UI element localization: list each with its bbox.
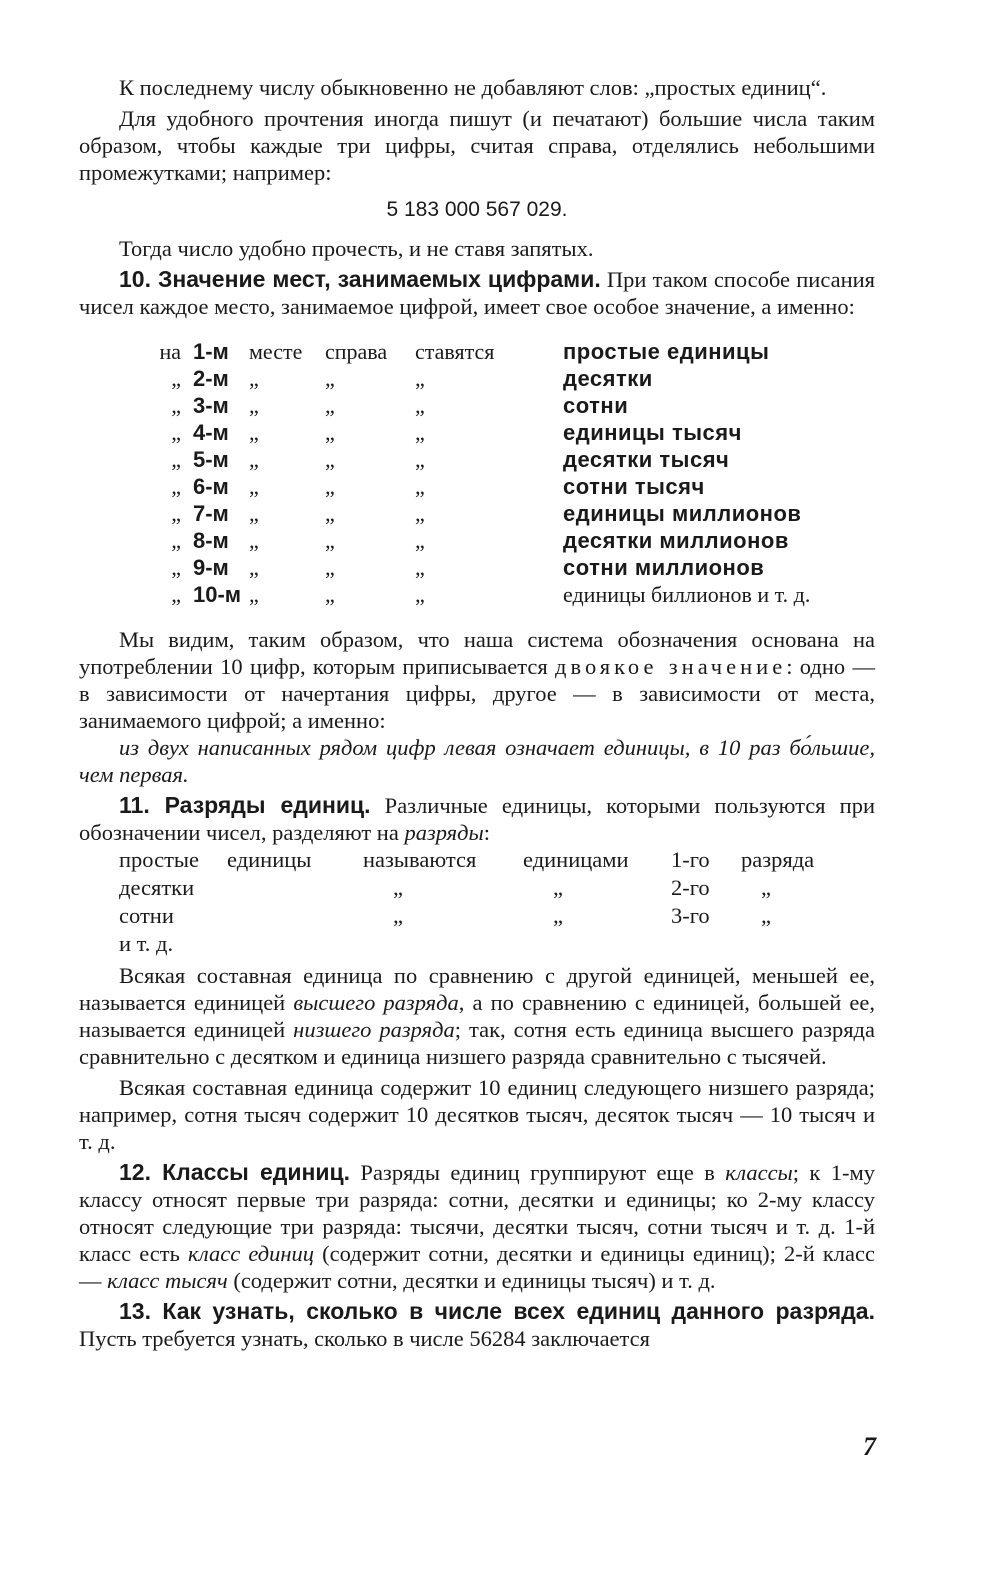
- ditto-mark: „: [415, 393, 425, 418]
- paragraph-higher-lower: [79, 962, 875, 1070]
- places-number: 6-м: [193, 474, 229, 499]
- ditto-mark: „: [249, 393, 259, 418]
- places-row: [141, 581, 810, 608]
- ditto-mark: „: [325, 528, 335, 553]
- places-number: 9-м: [193, 555, 229, 580]
- places-number: 8-м: [193, 528, 229, 553]
- ditto-mark: „: [325, 420, 335, 445]
- paragraph-double-meaning: [79, 626, 875, 734]
- ditto-mark: „: [415, 474, 425, 499]
- ditto-mark: „: [415, 528, 425, 553]
- italic-term: класс единиц: [187, 1241, 315, 1266]
- places-number: 7-м: [193, 501, 229, 526]
- ditto-mark: „: [415, 501, 425, 526]
- italic-term: разряды: [404, 820, 484, 845]
- places-number: 10-м: [193, 582, 242, 607]
- places-table: [141, 338, 810, 608]
- places-row: [141, 446, 810, 473]
- paragraph-no-commas: Тогда число удобно прочесть, и не ставя запятых.: [119, 236, 594, 261]
- places-row: [141, 338, 810, 365]
- paragraph-last-number: К последнему числу обыкновенно не добавляют слов: „простых единиц“.: [119, 75, 827, 100]
- ranks-row: [119, 874, 814, 902]
- ditto-mark: „: [325, 582, 335, 607]
- places-row: [141, 365, 810, 392]
- text-span: :: [483, 820, 491, 845]
- places-row: [141, 554, 810, 581]
- places-number: 2-м: [193, 366, 229, 391]
- section-13-heading: 13. Как узнать, сколько в числе всех единиц данного разряда.: [119, 1298, 875, 1324]
- rank-word: единицами: [523, 847, 629, 872]
- section-10-heading: 10. Значение мест, занимаемых цифрами.: [119, 266, 601, 292]
- ranks-etc: и т. д.: [119, 931, 174, 956]
- places-row: [141, 473, 810, 500]
- text-span: Мы видим, таким образом, что наша система обозначения основана на употреблении 10 цифр, которым приписывается: [79, 627, 875, 679]
- places-unit: десятки тысяч: [563, 447, 730, 472]
- rank-order: 3-го: [671, 903, 710, 928]
- text-span: Пусть требуется узнать, сколько в числе 56284 заключается: [79, 1326, 650, 1351]
- ditto-mark: „: [415, 582, 425, 607]
- places-unit: сотни миллионов: [563, 555, 765, 580]
- ditto-mark: „: [171, 474, 181, 499]
- places-unit: сотни тысяч: [563, 474, 705, 499]
- places-unit: единицы биллионов: [563, 582, 752, 607]
- ditto-mark: „: [325, 393, 335, 418]
- page-body: [79, 74, 875, 1352]
- ditto-mark: „: [249, 447, 259, 472]
- ditto-mark: „: [325, 366, 335, 391]
- rank-word: разряда: [741, 847, 815, 872]
- places-unit: десятки: [563, 366, 653, 391]
- italic-term: низшего разряда: [293, 1017, 455, 1042]
- ranks-row: [119, 930, 814, 958]
- text-span: Разряды единиц группируют еще в: [350, 1160, 726, 1185]
- ranks-table: [119, 846, 814, 958]
- text-span: (содержит сотни, десятки и единицы единиц); 2-й класс —: [79, 1241, 875, 1293]
- text-span: (содержит сотни, десятки и единицы тысяч) и т. д.: [227, 1268, 716, 1293]
- rule-statement: из двух написанных рядом цифр левая означает единицы, в 10 раз бо́льшие, чем первая.: [79, 735, 875, 787]
- places-word-mesto: месте: [249, 339, 303, 364]
- ditto-mark: „: [171, 555, 181, 580]
- places-unit: единицы миллионов: [563, 501, 802, 526]
- ditto-mark: „: [249, 474, 259, 499]
- places-last-cell: [563, 581, 810, 608]
- ditto-mark: „: [249, 420, 259, 445]
- places-unit: простые единицы: [563, 339, 770, 364]
- places-etc: и т. д.: [751, 582, 811, 607]
- ditto-mark: „: [171, 582, 181, 607]
- rank-word: единицы: [227, 847, 312, 872]
- places-row: [141, 500, 810, 527]
- ditto-mark: „: [171, 501, 181, 526]
- places-word-stavyatsya: ставятся: [415, 339, 495, 364]
- ranks-row: [119, 846, 814, 874]
- page-number: 7: [863, 1432, 876, 1461]
- section-10-text: При таком способе писания чисел каждое место, занимаемое цифрой, имеет свое особое значение, а именно:: [79, 267, 875, 319]
- ditto-mark: „: [393, 903, 403, 928]
- places-row: [141, 527, 810, 554]
- ditto-mark: „: [761, 875, 771, 900]
- ditto-mark: „: [415, 366, 425, 391]
- text-span: ; к 1-му классу относят первые три разряда: сотни, десятки и единицы; ко 2-му классу относят следующие три разряда: тысячи, десятки тысяч, сотни тысяч и т. д. 1-й класс есть: [79, 1160, 875, 1266]
- ditto-mark: „: [761, 903, 771, 928]
- text-span: , а по сравнению с единицей, большей ее, называется единицей: [79, 990, 875, 1042]
- example-number: 5 183 000 567 029.: [386, 198, 568, 221]
- places-number: 1-м: [193, 339, 229, 364]
- ditto-mark: „: [393, 875, 403, 900]
- places-row: [141, 392, 810, 419]
- places-number: 4-м: [193, 420, 229, 445]
- ditto-mark: „: [415, 555, 425, 580]
- paragraph-ten-units: Всякая составная единица содержит 10 единиц следующего низшего разряда; например, сотня тысяч содержит 10 десятков тысяч, десяток тысяч — 10 тысяч и т. д.: [79, 1075, 875, 1154]
- ditto-mark: „: [171, 420, 181, 445]
- places-number: 3-м: [193, 393, 229, 418]
- places-number: 5-м: [193, 447, 229, 472]
- rank-unit-name: простые: [119, 847, 200, 872]
- ditto-mark: „: [325, 555, 335, 580]
- rank-order: 2-го: [671, 875, 710, 900]
- ditto-mark: „: [249, 555, 259, 580]
- text-span: : одно — в зависимости от начертания цифры, другое — в зависимости от места, занимаемого цифрой; а именно:: [79, 654, 875, 733]
- places-unit: единицы тысяч: [563, 420, 742, 445]
- ditto-mark: „: [249, 528, 259, 553]
- section-10: [79, 266, 875, 320]
- paragraph-large-numbers: Для удобного прочтения иногда пишут (и печатают) большие числа таким образом, чтобы каждые три цифры, считая справа, отделялись небольшими промежутками; например:: [79, 106, 875, 185]
- places-unit: сотни: [563, 393, 629, 418]
- places-word-sprava: справа: [325, 339, 388, 364]
- ditto-mark: „: [249, 582, 259, 607]
- section-11: [79, 792, 875, 846]
- rank-word: называются: [363, 847, 477, 872]
- italic-term: классы: [725, 1160, 793, 1185]
- rank-order: 1-го: [671, 847, 710, 872]
- ditto-mark: „: [415, 420, 425, 445]
- section-11-heading: 11. Разряды единиц.: [119, 792, 371, 818]
- section-13: [79, 1298, 875, 1352]
- ditto-mark: „: [249, 501, 259, 526]
- section-12-heading: 12. Классы единиц.: [119, 1159, 351, 1185]
- ditto-mark: „: [171, 528, 181, 553]
- ditto-mark: „: [171, 393, 181, 418]
- ditto-mark: „: [171, 447, 181, 472]
- places-row: [141, 419, 810, 446]
- ditto-mark: „: [553, 875, 563, 900]
- text-span: Различные единицы, которыми пользуются при обозначении чисел, разделяют на: [79, 793, 875, 845]
- ditto-mark: „: [415, 447, 425, 472]
- ditto-mark: „: [325, 474, 335, 499]
- ditto-mark: „: [171, 366, 181, 391]
- text-span: Всякая составная единица по сравнению с другой единицей, меньшей ее, называется единицей: [79, 963, 875, 1015]
- places-na: на: [159, 339, 181, 364]
- italic-term: класс тысяч: [107, 1268, 228, 1293]
- spaced-emphasis: двоякое значение: [555, 654, 787, 679]
- italic-term: высшего разряда: [293, 990, 459, 1015]
- places-unit: десятки миллионов: [563, 528, 789, 553]
- rank-unit-name: десятки: [119, 875, 195, 900]
- ranks-row: [119, 902, 814, 930]
- rank-unit-name: сотни: [119, 903, 174, 928]
- section-12: [79, 1159, 875, 1294]
- ditto-mark: „: [249, 366, 259, 391]
- ditto-mark: „: [553, 903, 563, 928]
- text-span: ; так, сотня есть единица высшего разряда сравнительно с десятком и единица низшего разряда сравнительно с тысячей.: [79, 1017, 875, 1069]
- ditto-mark: „: [325, 447, 335, 472]
- ditto-mark: „: [325, 501, 335, 526]
